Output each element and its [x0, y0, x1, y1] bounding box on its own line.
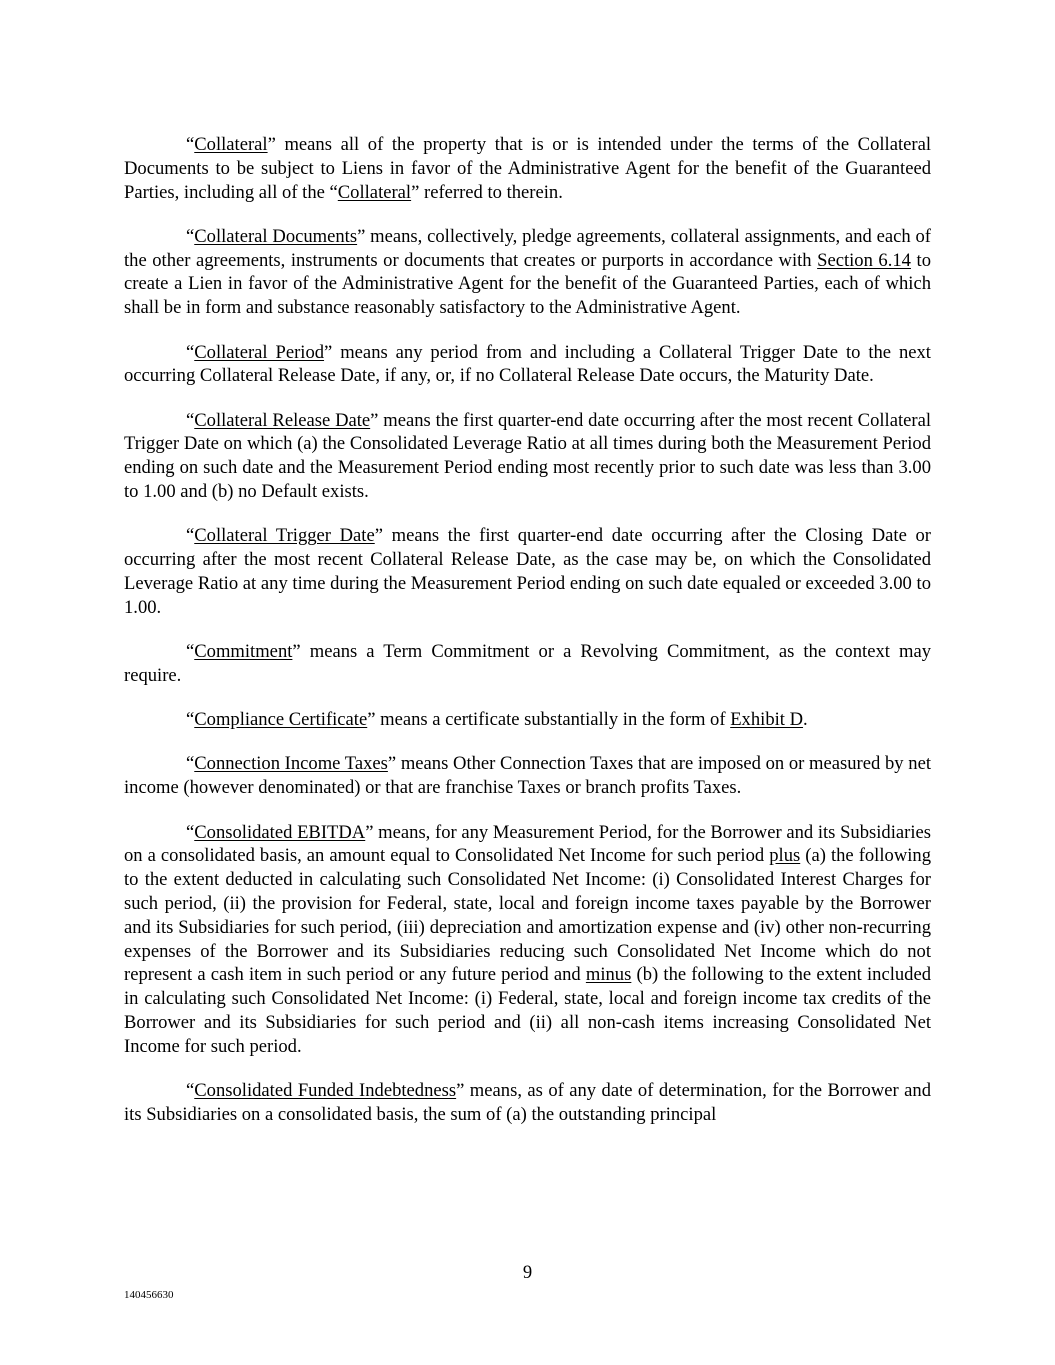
definition-text: (b) the following to the extent included in calculating such Consolidated Net Income: (i) Federal, state, local and foreign income tax credits of the Borrower and its Subsidiaries for such period and (ii) all non-cash items increasing Consolidated Net Income for such period. — [124, 964, 932, 1057]
page-number: 9 — [522, 1262, 533, 1283]
definition-text: ” means Other Connection Taxes that are imposed on or measured by net income (however denominated) or that are franchise Taxes or branch profits Taxes. — [124, 753, 931, 799]
definition-connection-income-taxes — [124, 752, 931, 800]
open-quote: “ — [186, 341, 195, 363]
definition-text: ” means any period from and including a Collateral Trigger Date to the next occurring Collateral Release Date, if any, or, if no Collateral Release Date occurs, the Maturity Date. — [124, 341, 931, 387]
defined-term: Connection Income Taxes — [194, 753, 388, 775]
open-quote: “ — [186, 753, 195, 775]
emphasis-minus: minus — [585, 964, 632, 986]
document-id: 140456630 — [124, 1289, 174, 1301]
definition-collateral-release-date — [124, 409, 931, 504]
definition-compliance-certificate — [124, 708, 931, 732]
definition-text: ” means, as of any date of determination, for the Borrower and its Subsidiaries on a consolidated basis, the sum of (a) the outstanding principal — [124, 1080, 931, 1125]
definition-text: to create a Lien in favor of the Administrative Agent for the benefit of the Guaranteed Parties, each of which shall be in form and substance reasonably satisfactory to the Administrative Agent. — [124, 249, 931, 319]
definition-text: ” means the first quarter-end date occurring after the Closing Date or occurring after the most recent Collateral Release Date, as the case may be, on which the Consolidated Leverage Ratio at any time during the Measurement Period ending on such date equaled or exceeded 3.00 to 1.00. — [124, 525, 931, 618]
definition-consolidated-ebitda — [124, 821, 931, 1059]
open-quote: “ — [186, 525, 195, 547]
open-quote: “ — [186, 1080, 195, 1101]
definition-text: ” referred to therein. — [411, 181, 563, 203]
open-quote: “ — [186, 821, 195, 843]
definition-text: . — [803, 709, 808, 731]
definition-text: ” means all of the property that is or is intended under the terms of the Collateral Documents to be subject to Liens in favor of the Administrative Agent for the benefit of the Guaranteed Parties, including all of the “ — [124, 134, 931, 203]
defined-term: Consolidated Funded Indebtedness — [194, 1080, 457, 1101]
definition-collateral — [124, 133, 931, 204]
defined-term: Commitment — [194, 641, 293, 663]
term-reference: Collateral — [337, 181, 412, 203]
definition-text: (a) the following to the extent deducted in calculating such Consolidated Net Income: (i) Consolidated Interest Charges for such period, (ii) the provision for Federal, state, local and foreign income taxes payable by the Borrower and its Subsidiaries for such period, (iii) depreciation and amortization expense and (iv) other non-recurring expenses of the Borrower and its Subsidiaries reducing such Consolidated Net Income which do not represent a cash item in such period or any future period and — [124, 845, 932, 986]
defined-term: Collateral Release Date — [194, 409, 371, 431]
emphasis-plus: plus — [769, 845, 801, 867]
defined-term: Collateral Trigger Date — [194, 525, 375, 547]
definition-commitment — [124, 640, 931, 688]
defined-term: Collateral Documents — [194, 225, 358, 247]
definition-text: ” means, collectively, pledge agreements, collateral assignments, and each of the other agreements, instruments or documents that creates or purports in accordance with — [124, 225, 931, 271]
definition-text: ” means the first quarter-end date occurring after the most recent Collateral Trigger Date on which (a) the Consolidated Leverage Ratio at all times during both the Measurement Period ending on such date and the Measurement Period ending most recently prior to such date was less than 3.00 to 1.00 and (b) no Default exists. — [124, 409, 931, 503]
definition-collateral-trigger-date — [124, 524, 931, 619]
open-quote: “ — [186, 409, 195, 431]
defined-term: Compliance Certificate — [194, 709, 368, 731]
defined-term: Collateral Period — [194, 341, 325, 363]
definition-text: ” means a Term Commitment or a Revolving Commitment, as the context may require. — [124, 641, 931, 686]
open-quote: “ — [186, 709, 195, 731]
defined-term: Consolidated EBITDA — [194, 821, 366, 843]
defined-term: Collateral — [194, 134, 268, 155]
definition-text: ” means a certificate substantially in the form of — [367, 709, 731, 731]
open-quote: “ — [186, 134, 195, 155]
exhibit-reference: Exhibit D — [730, 709, 804, 731]
definition-text: ” means, for any Measurement Period, for the Borrower and its Subsidiaries on a consolidated basis, an amount equal to Consolidated Net Income for such period — [124, 821, 931, 867]
open-quote: “ — [186, 641, 195, 663]
definition-consolidated-funded-indebtedness — [124, 1079, 931, 1127]
open-quote: “ — [186, 225, 195, 247]
document-body — [124, 133, 931, 1147]
definition-collateral-documents — [124, 225, 931, 320]
section-reference: Section 6.14 — [817, 249, 911, 271]
definition-collateral-period — [124, 341, 931, 389]
